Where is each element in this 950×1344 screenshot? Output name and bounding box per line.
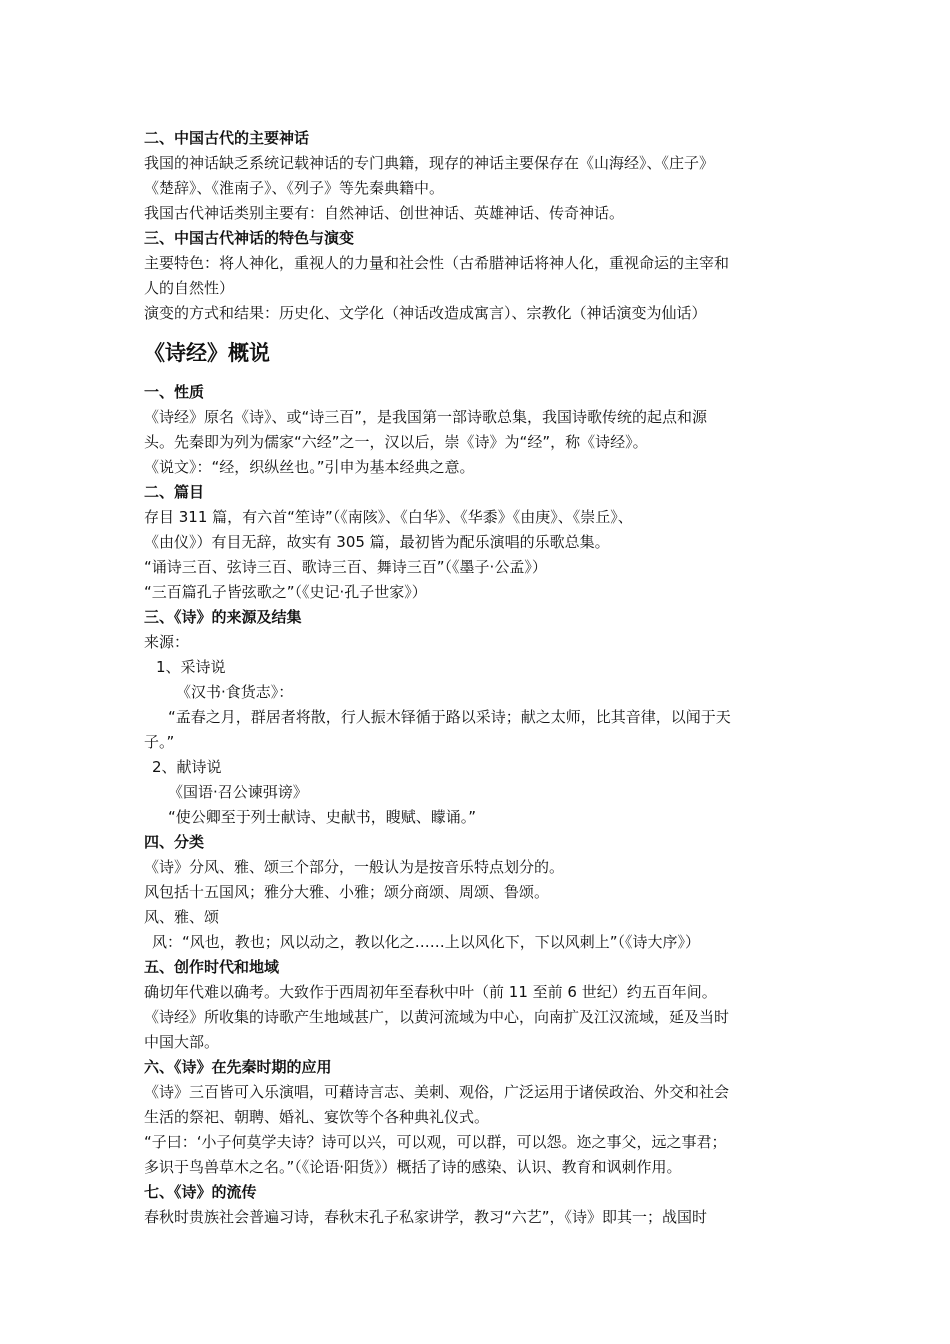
paragraph-line: 《诗经》所收集的诗歌产生地域甚广，以黄河流域为中心，向南扩及江汉流域，延及当时 [144,1008,730,1026]
paragraph-line: 多识于鸟兽草木之名。”（《论语·阳货》）概括了诗的感染、认识、教育和讽刺作用。 [144,1158,682,1176]
paragraph-line: 春秋时贵族社会普遍习诗，春秋末孔子私家讲学，教习“六艺”，《诗》即其一；战国时 [144,1208,708,1226]
paragraph-line: 《国语·召公谏弭谤》 [168,783,308,801]
paragraph-line: 子。” [144,733,175,751]
paragraph-line: “三百篇孔子皆弦歌之”（《史记·孔子世家》） [144,583,427,601]
paragraph-line: “子曰：‘小子何莫学夫诗？诗可以兴，可以观，可以群，可以怨。迩之事父，远之事君； [144,1133,727,1151]
section-heading: 三、中国古代神话的特色与演变 [144,229,355,247]
paragraph-line: 存目 311 篇，有六首“笙诗”（《南陔》、《白华》、《华黍》《由庚》、《崇丘》、 [144,508,633,526]
document-body [144,126,814,1230]
paragraph-line: 《汉书·食货志》： [176,683,294,701]
paragraph-line: 《说文》：“经，织纵丝也。”引申为基本经典之意。 [144,458,475,476]
section-heading: 一、性质 [144,383,205,401]
paragraph-line: 风、雅、颂 [144,908,220,926]
paragraph-line: 来源： [144,633,190,651]
section-heading: 七、《诗》的流传 [144,1183,257,1201]
paragraph-line: 我国的神话缺乏系统记载神话的专门典籍，现存的神话主要保存在《山海经》、《庄子》 [144,154,715,172]
paragraph-line: 确切年代难以确考。大致作于西周初年至春秋中叶（前 11 至前 6 世纪）约五百年间。 [144,983,717,1001]
paragraph-line: 演变的方式和结果：历史化、文学化（神话改造成寓言）、宗教化（神话演变为仙话） [144,304,707,322]
paragraph-line: 头。先秦即为列为儒家“六经”之一，汉以后，崇《诗》为“经”，称《诗经》。 [144,433,648,451]
paragraph-line: 中国大部。 [144,1033,220,1051]
paragraph-line: 风：“风也，教也；风以动之，教以化之……上以风化下，下以风刺上”（《诗大序》） [152,933,701,951]
paragraph-line: 2、献诗说 [152,758,222,776]
paragraph-line: “诵诗三百、弦诗三百、歌诗三百、舞诗三百”（《墨子·公孟》） [144,558,547,576]
paragraph-line: 《诗》三百皆可入乐演唱，可藉诗言志、美刺、观俗，广泛运用于诸侯政治、外交和社会 [144,1083,730,1101]
section-heading: 四、分类 [144,833,205,851]
paragraph-line: 1、采诗说 [156,658,226,676]
paragraph-line: 《由仪》）有目无辞，故实有 305 篇，最初皆为配乐演唱的乐歌总集。 [144,533,610,551]
paragraph-line: 我国古代神话类别主要有：自然神话、创世神话、英雄神话、传奇神话。 [144,204,625,222]
paragraph-line: “孟春之月，群居者将散，行人振木铎循于路以采诗；献之太师，比其音律，以闻于天 [168,708,731,726]
paragraph-line: 《诗》分风、雅、颂三个部分，一般认为是按音乐特点划分的。 [144,858,565,876]
section-heading: 五、创作时代和地域 [144,958,280,976]
paragraph-line: 风包括十五国风；雅分大雅、小雅；颂分商颂、周颂、鲁颂。 [144,883,550,901]
section-heading: 二、中国古代的主要神话 [144,129,310,147]
paragraph-line: 《楚辞》、《淮南子》、《列子》等先秦典籍中。 [144,179,445,197]
paragraph-line: 人的自然性） [144,279,235,297]
section-heading: 三、《诗》的来源及结集 [144,608,302,626]
section-heading: 二、篇目 [144,483,205,501]
paragraph-line: 主要特色：将人神化，重视人的力量和社会性（古希腊神话将神人化，重视命运的主宰和 [144,254,730,272]
section-heading: 六、《诗》在先秦时期的应用 [144,1058,332,1076]
paragraph-line: “使公卿至于列士献诗、史献书，瞍赋、矇诵。” [168,808,477,826]
section-title: 《诗经》概说 [144,341,270,365]
paragraph-line: 生活的祭祀、朝聘、婚礼、宴饮等个各种典礼仪式。 [144,1108,490,1126]
paragraph-line: 《诗经》原名《诗》、或“诗三百”，是我国第一部诗歌总集，我国诗歌传统的起点和源 [144,408,708,426]
